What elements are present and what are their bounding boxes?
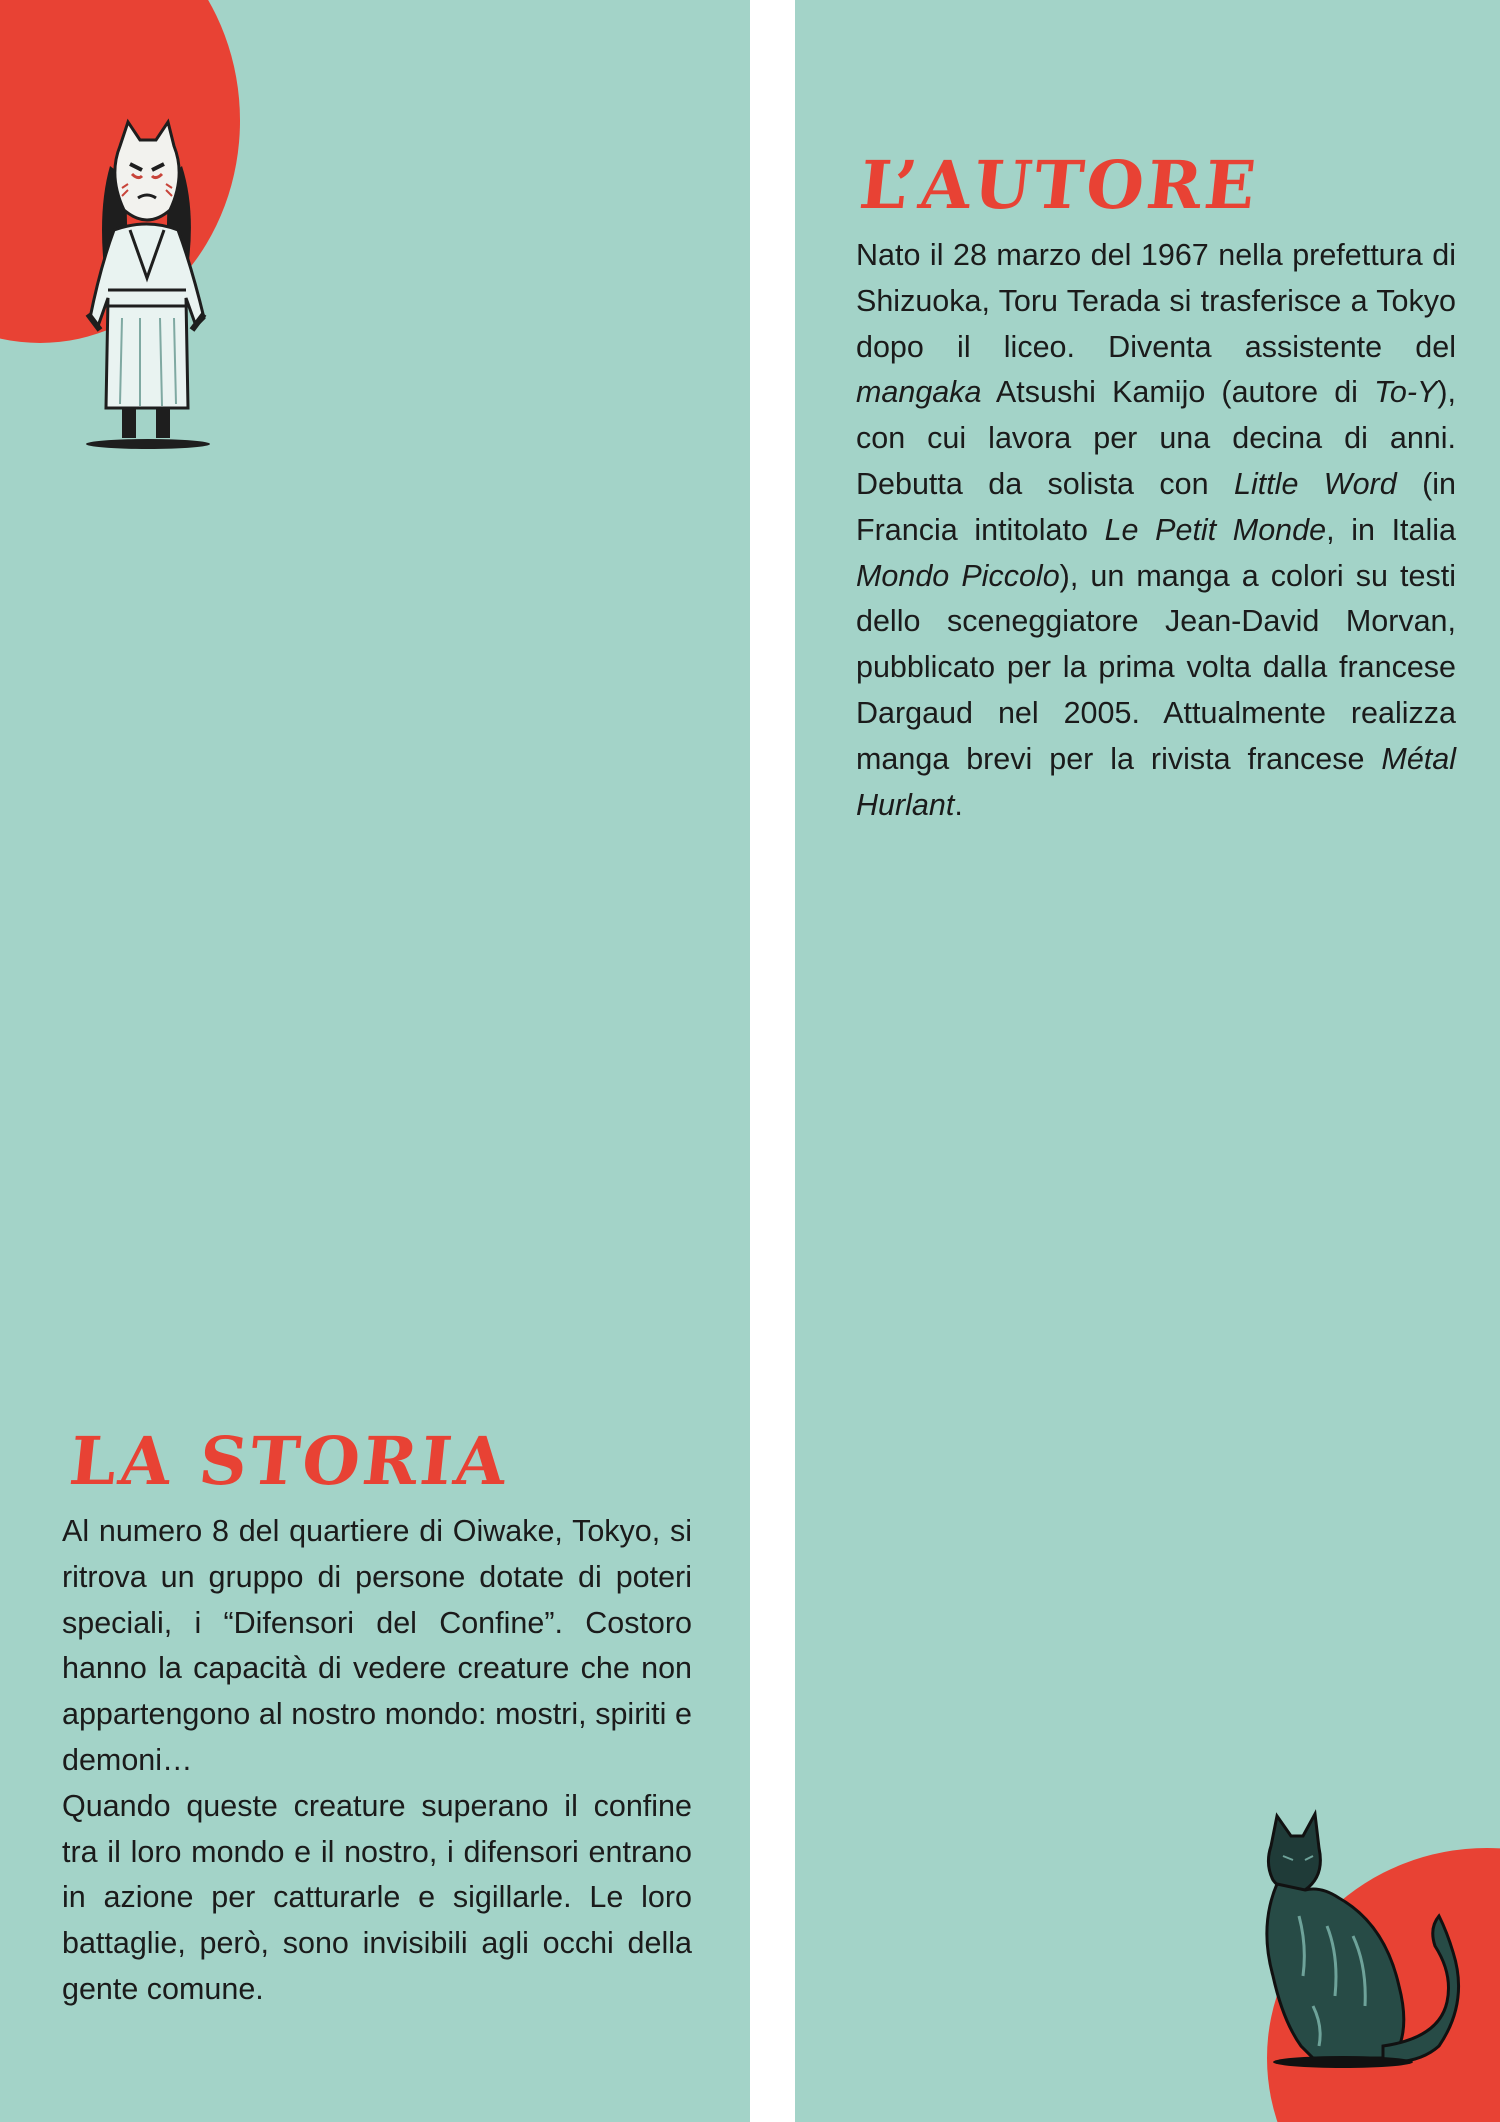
story-text <box>62 1509 692 2013</box>
section-title-storia: LA STORIA <box>65 1422 513 1500</box>
bio-text: Atsushi Kamijo (autore di <box>981 375 1375 410</box>
right-page <box>795 0 1500 2122</box>
bio-text: ), con cui lavora per una decina di anni. Debutta da solista con <box>856 375 1456 501</box>
bio-text: ), un manga a colori su testi dello sceneggiatore Jean-David Morvan, pubblicato per la prima volta dalla francese Dargaud nel 2005. Attualmente realizza manga brevi per la rivista francese <box>856 558 1456 776</box>
kitsune-mask-figure-illustration <box>70 118 220 454</box>
black-cat-illustration <box>1243 1806 1465 2086</box>
bio-italic-title: Le Petit Monde <box>1104 512 1327 547</box>
bio-italic-term: mangaka <box>856 375 982 410</box>
story-paragraph-2: Quando queste creature superano il confine tra il loro mondo e il nostro, i difensori entrano in azione per catturarle e sigillarle. Le loro battaglie, però, sono invisibili agli occhi della gente comune. <box>62 1788 692 2006</box>
author-biography <box>856 233 1456 828</box>
bio-text: , in Italia <box>1326 512 1456 547</box>
bio-italic-title: Little Word <box>1233 466 1397 501</box>
bio-text: Nato il 28 marzo del 1967 nella prefettura di Shizuoka, Toru Terada si trasferisce a Tokyo dopo il liceo. Diventa assistente del <box>856 238 1456 364</box>
bio-italic-title: Mondo Piccolo <box>856 558 1060 593</box>
story-paragraph-1: Al numero 8 del quartiere di Oiwake, Tokyo, si ritrova un gruppo di persone dotate di poteri speciali, i “Difensori del Confine”. Costoro hanno la capacità di vedere creature che non appartengono al nostro mondo: mostri, spiriti e demoni… <box>62 1514 692 1777</box>
bio-italic-title: To-Y <box>1374 375 1438 410</box>
bio-text: (in Francia intitolato <box>856 466 1456 547</box>
bio-italic-title: Métal Hurlant <box>856 741 1456 822</box>
bio-text: . <box>954 787 963 822</box>
section-title-autore: L’AUTORE <box>855 146 1263 224</box>
